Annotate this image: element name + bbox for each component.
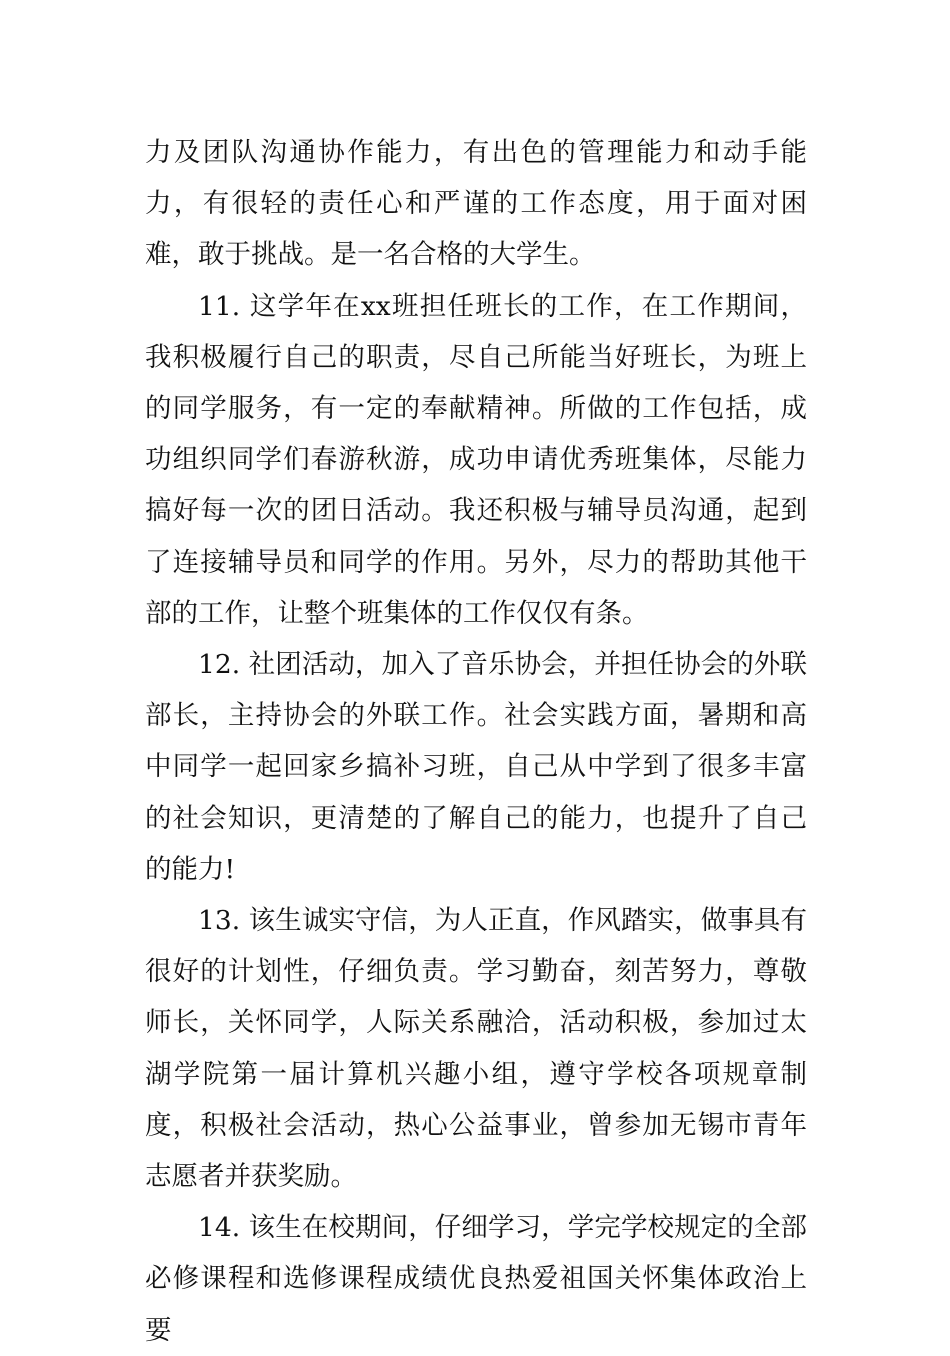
document-body — [145, 127, 807, 1356]
paragraph-item-11: 11. 这学年在xx班担任班长的工作，在工作期间，我积极履行自己的职责，尽自己所能当好班长，为班上的同学服务，有一定的奉献精神。所做的工作包括，成功组织同学们春游秋游，成功申请优秀班集体，尽能力搞好每一次的团日活动。我还积极与辅导员沟通，起到了连接辅导员和同学的作用。另外，尽力的帮助其他干部的工作，让整个班集体的工作仅仅有条。 — [145, 290, 807, 629]
paragraph-item-14: 14. 该生在校期间，仔细学习，学完学校规定的全部必修课程和选修课程成绩优良热爱祖国关怀集体政治上要 — [145, 1212, 807, 1346]
paragraph-item-13: 13. 该生诚实守信，为人正直，作风踏实，做事具有很好的计划性，仔细负责。学习勤奋，刻苦努力，尊敬师长，关怀同学，人际关系融洽，活动积极，参加过太湖学院第一届计算机兴趣小组，遵守学校各项规章制度，积极社会活动，热心公益事业，曾参加无锡市青年志愿者并获奖励。 — [145, 905, 807, 1193]
paragraph-item-12: 12. 社团活动，加入了音乐协会，并担任协会的外联部长，主持协会的外联工作。社会实践方面，暑期和高中同学一起回家乡搞补习班，自己从中学到了很多丰富的社会知识，更清楚的了解自己的能力，也提升了自己的能力! — [145, 649, 807, 885]
paragraph-continuation: 力及团队沟通协作能力，有出色的管理能力和动手能力，有很轻的责任心和严谨的工作态度，用于面对困难，敢于挑战。是一名合格的大学生。 — [145, 137, 807, 271]
